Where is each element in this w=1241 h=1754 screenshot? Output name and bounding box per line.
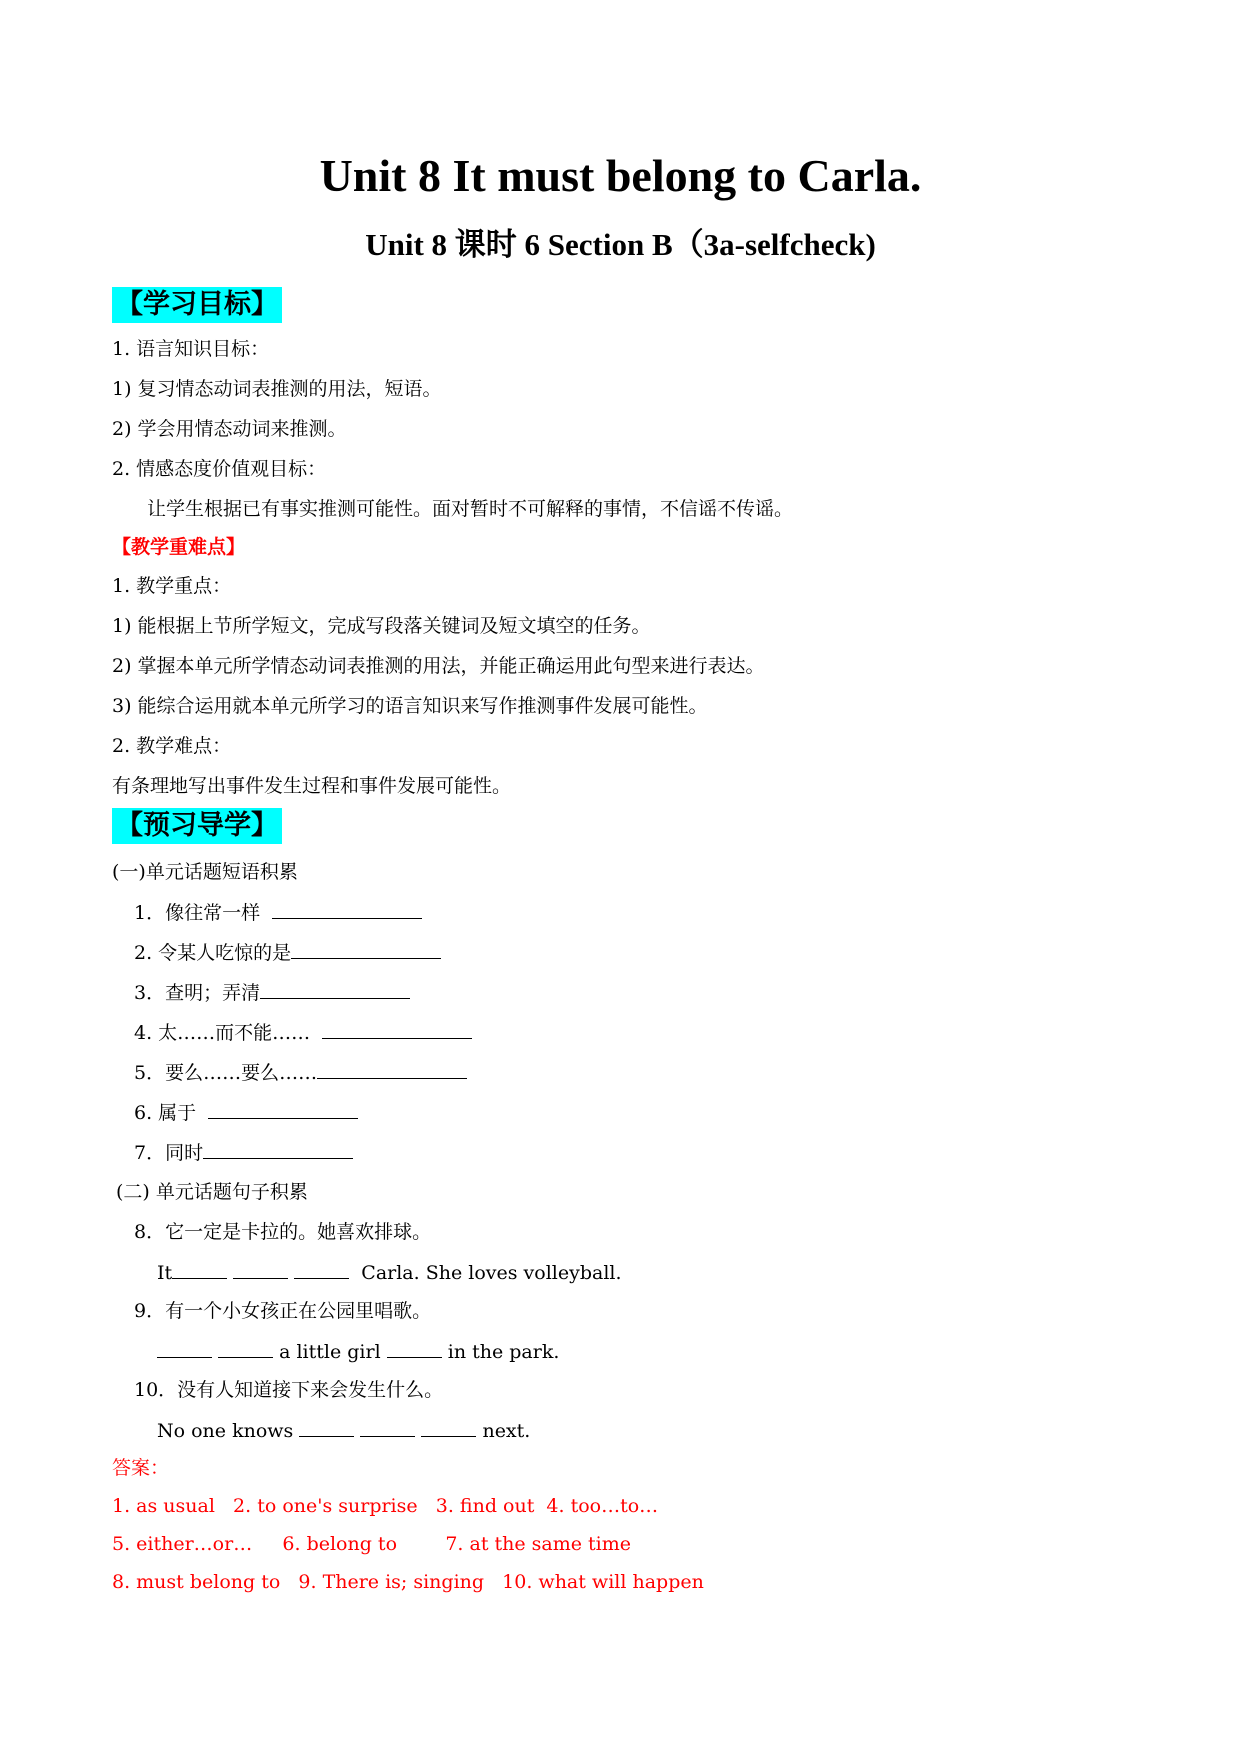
goals-line: 1. 语言知识目标： — [112, 338, 270, 360]
goals-line: 1) 复习情态动词表推测的用法，短语。 — [112, 378, 442, 400]
keypoints-heading: 【教学重难点】 — [112, 536, 246, 558]
answer-blank[interactable] — [208, 1098, 358, 1119]
fill-text: next. — [482, 1420, 531, 1442]
phrase-prompt: 7．同时 — [134, 1142, 204, 1164]
phrase-prompt: 4. 太……而不能…… — [134, 1022, 311, 1044]
fill-text: It — [157, 1262, 173, 1284]
phrase-prompt: 3．查明；弄清 — [134, 982, 261, 1004]
answers-label: 答案： — [112, 1457, 170, 1479]
answer-blank[interactable] — [260, 978, 410, 999]
sentence-fill — [157, 1416, 530, 1445]
phrase-item — [134, 1098, 358, 1127]
phrase-item — [134, 978, 410, 1007]
phrase-prompt: 5．要么……要么…… — [134, 1062, 318, 1084]
fill-text: in the park. — [447, 1341, 560, 1363]
fill-text: a little girl — [279, 1341, 381, 1363]
page-subtitle: Unit 8 课时 6 Section B（3a-selfcheck) — [365, 227, 876, 262]
answer-blank[interactable] — [294, 1258, 349, 1279]
answers-row: 1. as usual 2. to one's surprise 3. find out 4. too…to… — [112, 1495, 659, 1517]
page-title: Unit 8 It must belong to Carla. — [319, 150, 922, 201]
answer-blank[interactable] — [233, 1258, 288, 1279]
answer-blank[interactable] — [272, 898, 422, 919]
answer-blank[interactable] — [299, 1416, 354, 1437]
keypoints-line: 1) 能根据上节所学短文，完成写段落关键词及短文填空的任务。 — [112, 615, 651, 637]
keypoints-line: 2) 掌握本单元所学情态动词表推测的用法，并能正确运用此句型来进行表达。 — [112, 655, 765, 677]
phrase-prompt: 1．像往常一样 — [134, 902, 261, 924]
answer-blank[interactable] — [421, 1416, 476, 1437]
preview-part1: (一)单元话题短语积累 — [112, 861, 298, 883]
goals-line: 2. 情感态度价值观目标： — [112, 458, 327, 480]
keypoints-line: 3) 能综合运用就本单元所学习的语言知识来写作推测事件发展可能性。 — [112, 695, 708, 717]
answer-blank[interactable] — [317, 1058, 467, 1079]
phrase-item — [134, 898, 422, 927]
fill-text: No one knows — [157, 1420, 294, 1442]
keypoints-line: 有条理地写出事件发生过程和事件发展可能性。 — [112, 775, 512, 797]
phrase-item — [134, 1058, 467, 1087]
preview-part2: (二) 单元话题句子积累 — [116, 1181, 308, 1203]
phrase-item — [134, 1138, 353, 1167]
answers-row: 5. either…or… 6. belong to 7. at the same time — [112, 1533, 632, 1555]
answers-row: 8. must belong to 9. There is; singing 10. what will happen — [112, 1571, 704, 1593]
answer-blank[interactable] — [322, 1018, 472, 1039]
answer-blank[interactable] — [172, 1258, 227, 1279]
keypoints-line: 2. 教学难点： — [112, 735, 232, 757]
goals-heading: 【学习目标】 — [112, 287, 282, 323]
answer-blank[interactable] — [203, 1138, 353, 1159]
sentence-prompt: 9．有一个小女孩正在公园里唱歌。 — [134, 1300, 432, 1322]
answer-blank[interactable] — [387, 1337, 442, 1358]
sentence-fill — [157, 1337, 559, 1366]
keypoints-line: 1. 教学重点： — [112, 575, 232, 597]
phrase-item — [134, 938, 441, 967]
sentence-prompt: 8．它一定是卡拉的。她喜欢排球。 — [134, 1221, 432, 1243]
phrase-item — [134, 1018, 472, 1047]
preview-heading: 【预习导学】 — [112, 808, 282, 844]
sentence-fill — [157, 1258, 622, 1287]
phrase-prompt: 2. 令某人吃惊的是 — [134, 942, 292, 964]
answer-blank[interactable] — [291, 938, 441, 959]
answer-blank[interactable] — [360, 1416, 415, 1437]
goals-line: 2) 学会用情态动词来推测。 — [112, 418, 347, 440]
answer-blank[interactable] — [218, 1337, 273, 1358]
fill-text: Carla. She loves volleyball. — [361, 1262, 622, 1284]
sentence-prompt: 10．没有人知道接下来会发生什么。 — [134, 1379, 444, 1401]
answer-blank[interactable] — [157, 1337, 212, 1358]
phrase-prompt: 6. 属于 — [134, 1102, 197, 1124]
goals-line: 让学生根据已有事实推测可能性。面对暂时不可解释的事情，不信谣不传谣。 — [147, 498, 794, 520]
